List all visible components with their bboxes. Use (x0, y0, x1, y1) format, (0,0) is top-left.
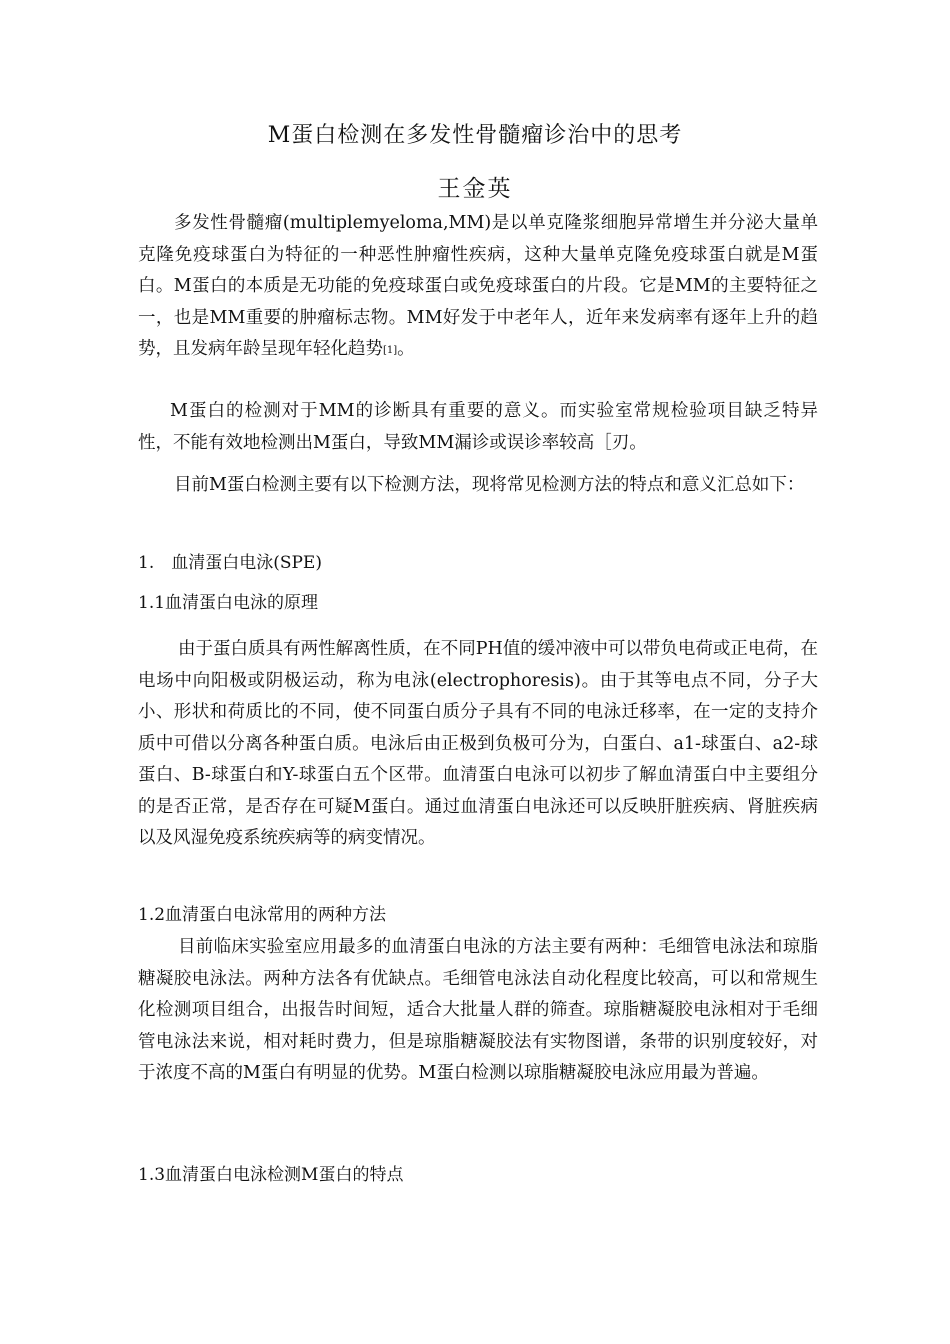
author-name: 王金英 (437, 176, 513, 202)
paragraph-detection-significance: M蛋白的检测对于MM的诊断具有重要的意义。而实验室常规检验项目缺乏特异性，不能有效地检测出M蛋白，导致MM漏诊或误诊率较高［刃。 (138, 401, 818, 453)
section-heading-1: 1. 血清蛋白电泳(SPE) (138, 553, 322, 573)
section-heading-1-3: 1.3血清蛋白电泳检测M蛋白的特点 (138, 1165, 404, 1185)
intro-end: 。 (397, 339, 415, 359)
section-heading-1-2: 1.2血清蛋白电泳常用的两种方法 (138, 905, 387, 925)
intro-text: 多发性骨髓瘤(multiplemyeloma,MM)是以单克隆浆细胞异常增生并分泌大量单克隆免疫球蛋白为特征的一种恶性肿瘤性疾病，这种大量单克隆免疫球蛋白就是M蛋白。M蛋白的本质是无功能的免疫球蛋白或免疫球蛋白的片段。它是MM的主要特征之一，也是MM重要的肿瘤标志物。MM好发于中老年人，近年来发病率有逐年上升的趋势，且发病年龄呈现年轻化趋势 (138, 213, 818, 359)
section-heading-1-1: 1.1血清蛋白电泳的原理 (138, 593, 319, 613)
intro-paragraph (138, 208, 818, 367)
paragraph-electrophoresis-principle: 由于蛋白质具有两性解离性质，在不同PH值的缓冲液中可以带负电荷或正电荷，在电场中向阳极或阴极运动，称为电泳(electrophoresis)。由于其等电点不同，分子大小、形状和荷质比的不同，使不同蛋白质分子具有不同的电泳迁移率，在一定的支持介质中可借以分离各种蛋白质。电泳后由正极到负极可分为，白蛋白、a1-球蛋白、a2-球蛋白、B-球蛋白和Y-球蛋白五个区带。血清蛋白电泳可以初步了解血清蛋白中主要组分的是否正常，是否存在可疑M蛋白。通过血清蛋白电泳还可以反映肝脏疾病、肾脏疾病以及风湿免疫系统疾病等的病变情况。 (138, 639, 818, 848)
reference-marker: [1] (383, 345, 398, 356)
paragraph-methods-summary: 目前M蛋白检测主要有以下检测方法，现将常见检测方法的特点和意义汇总如下： (174, 475, 805, 495)
document-title: M蛋白检测在多发性骨髓瘤诊治中的思考 (267, 123, 683, 148)
paragraph-two-methods: 目前临床实验室应用最多的血清蛋白电泳的方法主要有两种：毛细管电泳法和琼脂糖凝胶电泳法。两种方法各有优缺点。毛细管电泳法自动化程度比较高，可以和常规生化检测项目组合，出报告时间短，适合大批量人群的筛查。琼脂糖凝胶电泳相对于毛细管电泳法来说，相对耗时费力，但是琼脂糖凝胶法有实物图谱，条带的识别度较好，对于浓度不高的M蛋白有明显的优势。M蛋白检测以琼脂糖凝胶电泳应用最为普遍。 (138, 937, 818, 1083)
